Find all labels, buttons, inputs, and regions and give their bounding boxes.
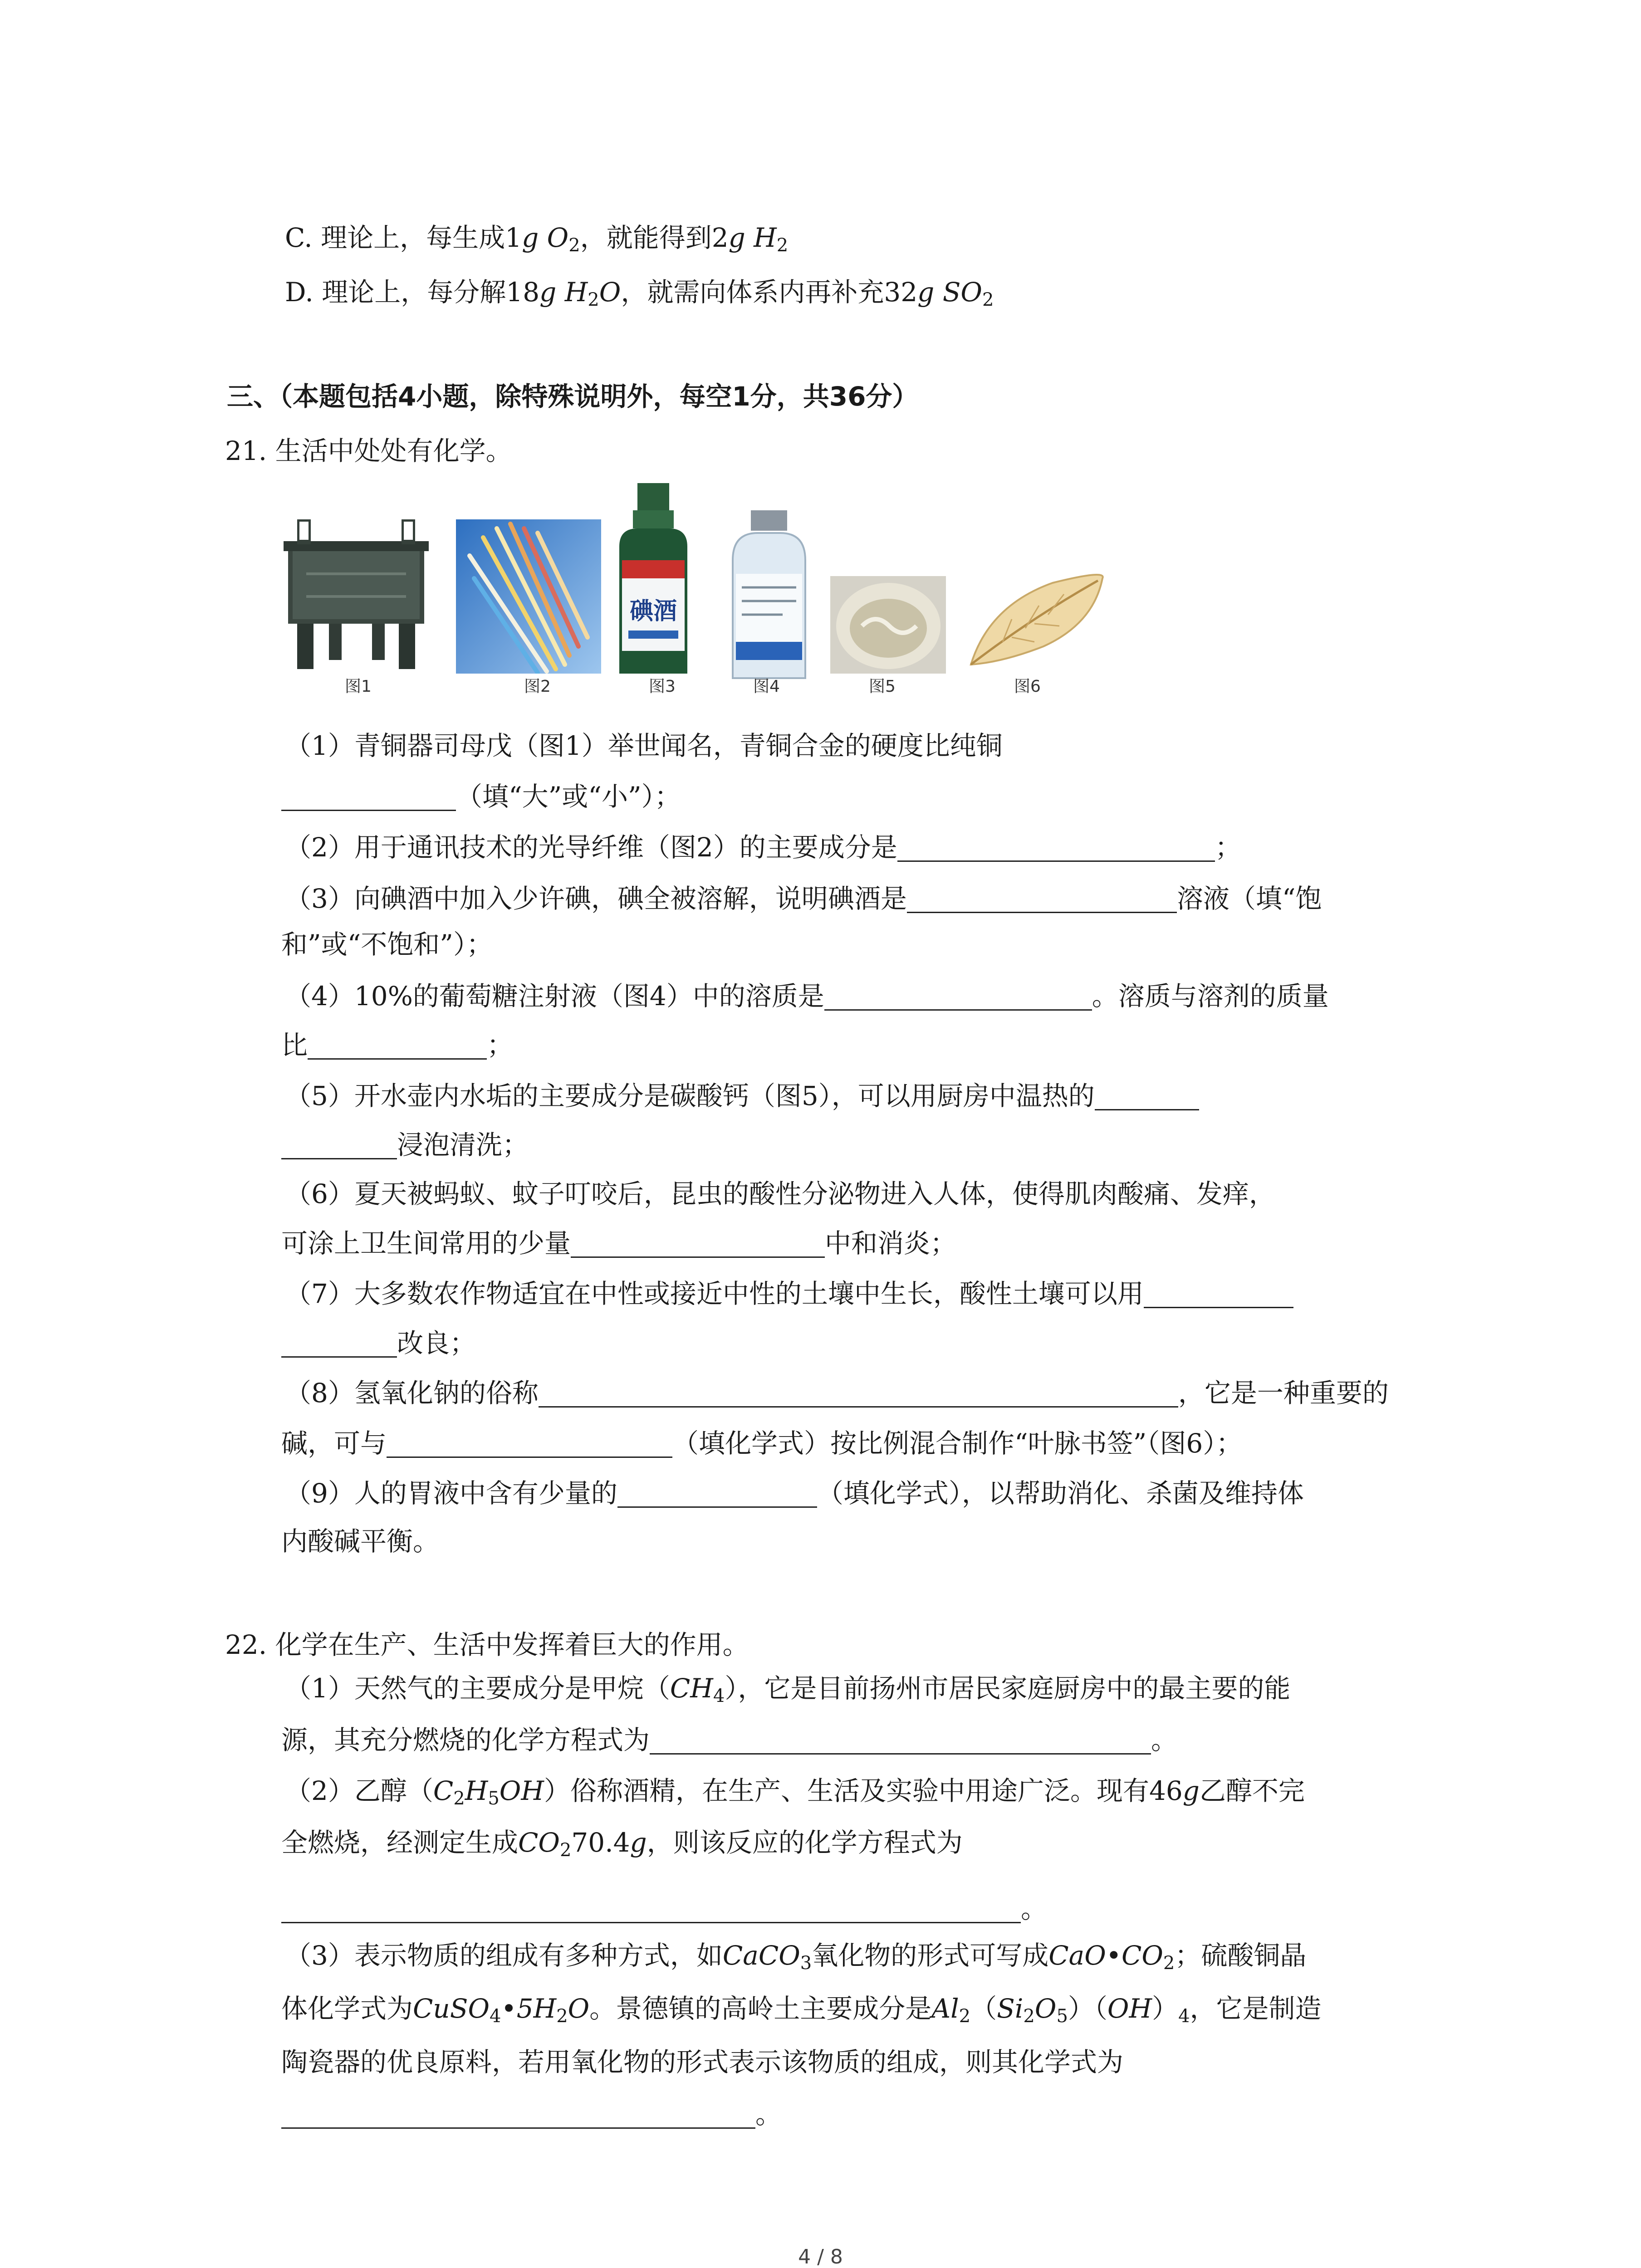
formula-h2o: H [564, 277, 588, 308]
q21-part1-line2 [281, 780, 681, 813]
subscript: 2 [1163, 1953, 1175, 1974]
unit-g: g [539, 277, 557, 308]
unit-g: g [1182, 1775, 1200, 1806]
answer-blank[interactable] [824, 982, 1092, 1011]
answer-blank[interactable] [387, 1429, 672, 1458]
subscript: 2 [453, 1788, 465, 1809]
formula-oh: OH [1107, 1993, 1152, 2024]
formula-part: •5H [501, 1993, 557, 2024]
subscript: 2 [568, 235, 580, 256]
q21-p8-text2: ，它是一种重要的 [1178, 1378, 1389, 1408]
q21-p1-hint: （填“大”或“小”）； [456, 781, 681, 812]
answer-blank[interactable] [1144, 1280, 1293, 1308]
subscript: 5 [1056, 2006, 1068, 2027]
q21-p7-text: （7）大多数农作物适宜在中性或接近中性的土壤中生长，酸性土壤可以用 [285, 1278, 1144, 1309]
kettle-scale-image [830, 576, 946, 674]
q21-part8-line1 [285, 1377, 1389, 1409]
answer-blank[interactable] [1095, 1082, 1199, 1110]
q21-part3-line1 [285, 882, 1322, 915]
q21-p6-end: 中和消炎； [825, 1228, 957, 1259]
q21-part4-line1 [285, 980, 1329, 1012]
q21-p9-text2: （填化学式），以帮助消化、杀菌及维持体 [817, 1478, 1304, 1509]
q22-part3-line4 [281, 2098, 782, 2131]
q21-p8-end: （填化学式）按比例混合制作“叶脉书签”（图6）； [672, 1428, 1243, 1459]
figure-caption: 图1 [345, 677, 372, 696]
q21-part5-line2 [281, 1129, 529, 1161]
subscript: 4 [713, 1686, 725, 1706]
figure-strip [279, 483, 1114, 696]
answer-blank-cont [281, 1329, 397, 1358]
q22-part2-line3 [281, 1892, 1047, 1925]
q22-p3-end: 。 [755, 2099, 782, 2130]
q22-p1-end: 。 [1151, 1725, 1178, 1755]
q21-part6-line1: （6）夏天被蚂蚁、蚊子叮咬后，昆虫的酸性分泌物进入人体，使得肌肉酸痛、发痒， [285, 1178, 1275, 1209]
subscript: 3 [800, 1953, 812, 1974]
figure-caption: 图6 [1014, 677, 1041, 696]
q22-p2-text3: 乙醇不完 [1199, 1775, 1305, 1806]
q21-p4-text3: 比 [281, 1030, 308, 1061]
bracket: ） [1152, 1993, 1179, 2024]
q21-p3-text: （3）向碘酒中加入少许碘，碘全被溶解，说明碘酒是 [285, 883, 907, 914]
formula-part: O [568, 1993, 590, 2024]
q21-p6-text: 可涂上卫生间常用的少量 [281, 1228, 571, 1259]
q22-p1-text: （1）天然气的主要成分是甲烷（ [285, 1673, 670, 1704]
answer-blank[interactable] [907, 885, 1177, 913]
q22-p3-text: （3）表示物质的组成有多种方式，如 [285, 1940, 723, 1971]
q21-p3-hint: 溶液（填“饱 [1176, 883, 1322, 914]
q21-p4-text2: 。溶质与溶剂的质量 [1092, 981, 1329, 1012]
q22-p2-text2: ）俗称酒精，在生产、生活及实验中用途广泛。现有46 [544, 1775, 1183, 1806]
q21-part7-line1 [285, 1277, 1293, 1310]
option-d [285, 276, 994, 308]
subscript: 2 [556, 2006, 568, 2027]
q21-part9-line1 [285, 1477, 1304, 1510]
q21-part1-line1 [285, 729, 1003, 762]
q21-p2-text: （2）用于通讯技术的光导纤维（图2）的主要成分是 [285, 832, 897, 863]
q22-p3-text6: ，它是制造 [1190, 1993, 1322, 2024]
subscript: 4 [1178, 2006, 1190, 2027]
subscript: 2 [982, 289, 994, 310]
formula-h2o-o: O [599, 277, 621, 308]
mass-value: 70.4 [571, 1827, 630, 1858]
q22-p2-text: （2）乙醇（ [285, 1775, 433, 1806]
subscript: 2 [559, 1840, 572, 1861]
unit-g: g [917, 277, 935, 308]
option-d-text-mid: ，就需向体系内再补充32 [621, 277, 918, 308]
answer-blank[interactable] [281, 782, 456, 811]
q21-part2 [285, 831, 1241, 864]
answer-blank[interactable] [281, 2100, 755, 2129]
subscript: 2 [588, 289, 599, 310]
answer-blank[interactable] [308, 1031, 487, 1060]
q22-part2-line1 [285, 1774, 1305, 1807]
q21-part6-line2 [281, 1227, 956, 1260]
bracket: （ [970, 1993, 997, 2024]
answer-blank[interactable] [571, 1229, 825, 1258]
formula-si2o5: Si [997, 1993, 1024, 2024]
q21-p4-text: （4）10%的葡萄糖注射液（图4）中的溶质是 [285, 981, 824, 1012]
formula-so2: SO [942, 277, 982, 308]
answer-blank[interactable] [539, 1379, 1178, 1408]
option-c-text: C. 理论上，每生成1 [285, 222, 522, 253]
q22-part1-line1 [285, 1672, 1290, 1705]
q21-p2-end: ； [1215, 832, 1241, 863]
q22-p2-text5: ，则该反应的化学方程式为 [647, 1827, 963, 1858]
q21-part9-line2: 内酸碱平衡。 [281, 1526, 440, 1557]
formula-al2: Al [931, 1993, 959, 2024]
subscript: 4 [490, 2006, 501, 2027]
formula-c2h5oh: C [433, 1775, 454, 1806]
page-number: 4 / 8 [798, 2245, 843, 2268]
question-21-title: 21. 生活中处处有化学。 [225, 435, 512, 466]
unit-g: g [522, 222, 539, 253]
answer-blank[interactable] [650, 1726, 1151, 1755]
bronze-ding-image [279, 519, 433, 674]
q22-p3-text4: 体化学式为 [281, 1993, 413, 2024]
subscript: 2 [959, 2006, 971, 2027]
formula-part: H [465, 1775, 488, 1806]
q22-p3-text3: ；硫酸铜晶 [1175, 1940, 1307, 1971]
subscript: 2 [1023, 2006, 1035, 2027]
optical-fiber-image [456, 519, 601, 674]
q22-p1-text2: ），它是目前扬州市居民家庭厨房中的最主要的能 [725, 1673, 1291, 1704]
formula-cuso4: CuSO [413, 1993, 490, 2024]
q22-p2-end: 。 [1021, 1893, 1048, 1924]
unit-g: g [630, 1827, 647, 1858]
section-heading: 三、（本题包括4小题，除特殊说明外，每空1分，共36分） [227, 381, 919, 412]
figure-caption: 图3 [649, 677, 676, 696]
q22-p1-text3: 源，其充分燃烧的化学方程式为 [281, 1725, 650, 1755]
q21-part7-line2 [281, 1327, 476, 1359]
figure-caption: 图4 [753, 677, 780, 696]
q22-part3-line1 [285, 1939, 1306, 1972]
q22-part3-line2 [281, 1992, 1322, 2025]
q22-part3-line3: 陶瓷器的优良原料，若用氧化物的形式表示该物质的组成，则其化学式为 [281, 2047, 1124, 2077]
q22-p3-text5: 。景德镇的高岭土主要成分是 [589, 1993, 932, 2024]
q21-p5-end: 浸泡清洗； [397, 1129, 529, 1160]
figure-caption: 图2 [524, 677, 551, 696]
question-22-title: 22. 化学在生产、生活中发挥着巨大的作用。 [225, 1629, 749, 1660]
option-c-text-mid: ，就能得到2 [580, 222, 729, 253]
formula-co2: CO [518, 1827, 560, 1858]
unit-g: g [728, 222, 745, 253]
bottle-label: 碘酒 [629, 598, 677, 625]
q22-part2-line2 [281, 1826, 963, 1859]
formula-part: OH [499, 1775, 544, 1806]
formula-caco3: CaCO [722, 1940, 800, 1971]
q21-p7-end: 改良； [397, 1328, 476, 1359]
answer-blank[interactable] [617, 1479, 817, 1508]
q21-p8-text3: 碱，可与 [281, 1428, 387, 1459]
answer-blank[interactable] [897, 833, 1215, 862]
bracket: ）（ [1068, 1993, 1107, 2024]
q21-part4-line2 [281, 1029, 513, 1061]
q21-p5-text: （5）开水壶内水垢的主要成分是碳酸钙（图5），可以用厨房中温热的 [285, 1080, 1095, 1111]
glucose-injection-bottle-image [721, 510, 817, 683]
subscript: 2 [776, 235, 789, 256]
formula-o2: O [547, 222, 569, 253]
option-d-text: D. 理论上，每分解18 [285, 277, 540, 308]
q22-part1-line2 [281, 1724, 1177, 1756]
answer-blank-cont [281, 1131, 397, 1159]
answer-blank[interactable] [281, 1895, 1021, 1923]
iodine-tincture-bottle-image [606, 483, 701, 683]
q21-p1-text: （1）青铜器司母戊（图1）举世闻名，青铜合金的硬度比纯铜 [285, 730, 1003, 761]
formula-h2: H [754, 222, 777, 253]
formula-cao-co2: CaO•CO [1048, 1940, 1163, 1971]
q22-p2-text4: 全燃烧，经测定生成 [281, 1827, 519, 1858]
figure-caption: 图5 [869, 677, 896, 696]
q21-p4-end: ； [487, 1030, 514, 1061]
option-c [285, 221, 788, 254]
q21-part8-line2 [281, 1427, 1242, 1460]
q21-p8-text: （8）氢氧化钠的俗称 [285, 1378, 539, 1408]
q21-p9-text: （9）人的胃液中含有少量的 [285, 1478, 617, 1509]
formula-ch4: CH [670, 1673, 713, 1704]
leaf-vein-bookmark-image [962, 569, 1112, 674]
q21-part5-line1 [285, 1080, 1199, 1112]
q22-p3-text2: 氧化物的形式可写成 [812, 1940, 1049, 1971]
formula-part: O [1034, 1993, 1057, 2024]
q21-part3-line2: 和”或“不饱和”）； [281, 929, 493, 960]
subscript: 5 [488, 1788, 500, 1809]
